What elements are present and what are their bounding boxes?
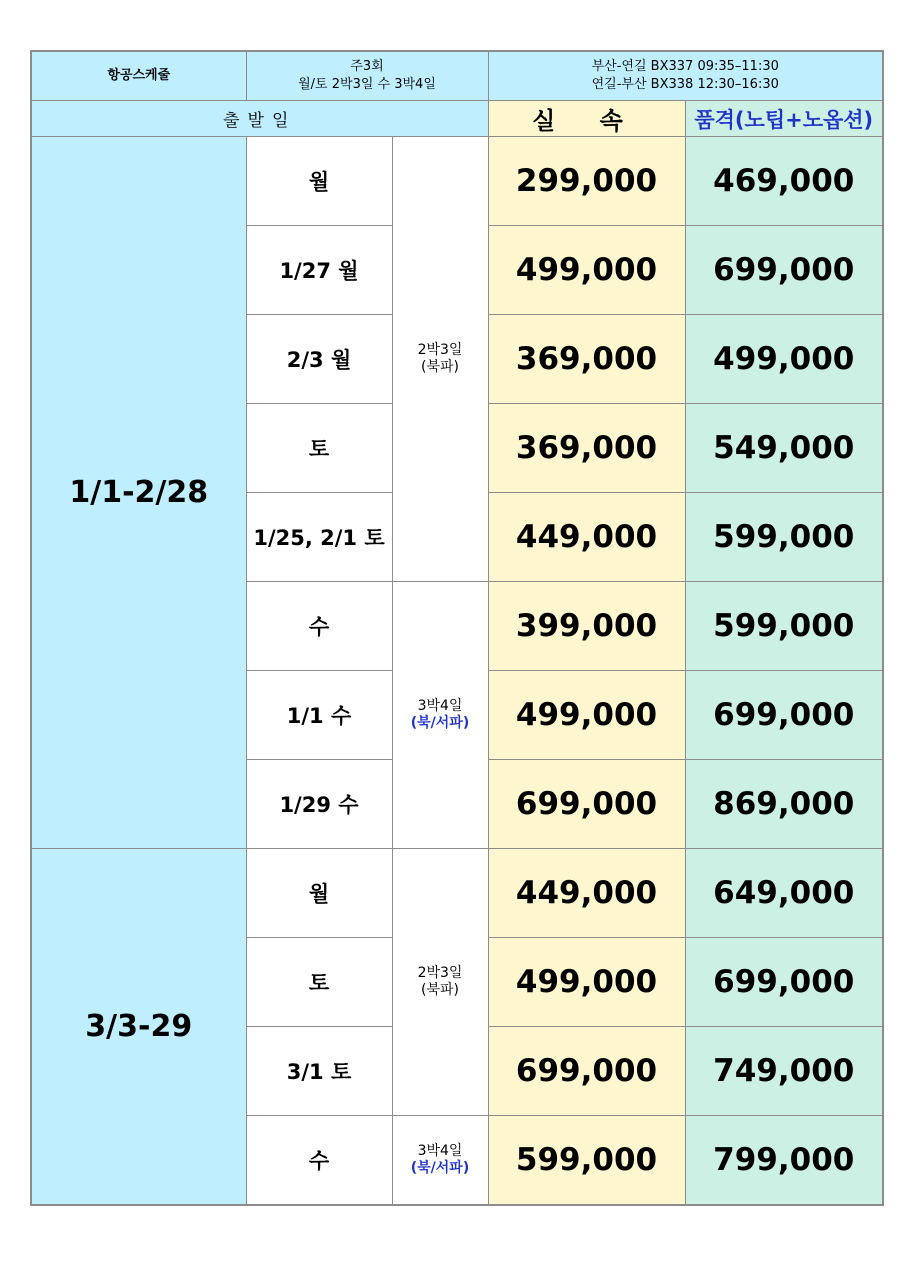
basic-price: 399,000 xyxy=(488,582,685,671)
premium-price: 649,000 xyxy=(685,849,883,938)
duration-route: (북파) xyxy=(421,982,459,998)
basic-price: 499,000 xyxy=(488,671,685,760)
departure-day: 토 xyxy=(246,938,392,1027)
premium-price: 749,000 xyxy=(685,1027,883,1116)
premium-price: 499,000 xyxy=(685,315,883,404)
tour-price-table xyxy=(30,50,884,1206)
frequency-text: 주3회 xyxy=(350,59,384,74)
departure-day: 수 xyxy=(246,582,392,671)
duration-route: (북/서파) xyxy=(410,715,470,731)
schedule-label: 항공스케줄 xyxy=(31,51,246,101)
premium-price: 699,000 xyxy=(685,938,883,1027)
premium-price: 599,000 xyxy=(685,493,883,582)
basic-price: 449,000 xyxy=(488,849,685,938)
flight-times-cell xyxy=(488,51,883,101)
basic-price: 699,000 xyxy=(488,760,685,849)
premium-price: 469,000 xyxy=(685,137,883,226)
frequency-detail: 월/토 2박3일 수 3박4일 xyxy=(298,77,436,92)
period-label: 3/3-29 xyxy=(31,849,246,1206)
premium-price: 699,000 xyxy=(685,671,883,760)
table-row xyxy=(31,137,883,226)
departure-day: 2/3 월 xyxy=(246,315,392,404)
departure-day: 1/1 수 xyxy=(246,671,392,760)
trip-duration xyxy=(392,137,488,582)
departure-date-header: 출발일 xyxy=(31,101,488,137)
premium-price: 599,000 xyxy=(685,582,883,671)
premium-price: 869,000 xyxy=(685,760,883,849)
premium-price: 799,000 xyxy=(685,1116,883,1206)
departure-day: 3/1 토 xyxy=(246,1027,392,1116)
departure-day: 토 xyxy=(246,404,392,493)
departure-day: 1/25, 2/1 토 xyxy=(246,493,392,582)
premium-price: 699,000 xyxy=(685,226,883,315)
basic-price: 699,000 xyxy=(488,1027,685,1116)
basic-price: 599,000 xyxy=(488,1116,685,1206)
table-row xyxy=(31,849,883,938)
flight-outbound: 부산-연길 BX337 09:35–11:30 xyxy=(591,59,779,74)
basic-price-header: 실 속 xyxy=(488,101,685,137)
basic-price: 499,000 xyxy=(488,226,685,315)
trip-duration xyxy=(392,849,488,1116)
duration-nights: 3박4일 xyxy=(417,1143,463,1159)
duration-nights: 2박3일 xyxy=(417,965,463,981)
duration-route: (북/서파) xyxy=(410,1160,470,1176)
basic-price: 299,000 xyxy=(488,137,685,226)
duration-nights: 2박3일 xyxy=(417,342,463,358)
departure-day: 월 xyxy=(246,137,392,226)
basic-price: 449,000 xyxy=(488,493,685,582)
basic-price: 369,000 xyxy=(488,315,685,404)
duration-route: (북파) xyxy=(421,359,459,375)
flight-inbound: 연길-부산 BX338 12:30–16:30 xyxy=(591,77,779,92)
frequency-cell xyxy=(246,51,488,101)
premium-price: 549,000 xyxy=(685,404,883,493)
departure-day: 1/29 수 xyxy=(246,760,392,849)
basic-price: 499,000 xyxy=(488,938,685,1027)
duration-nights: 3박4일 xyxy=(417,698,463,714)
departure-day: 월 xyxy=(246,849,392,938)
trip-duration xyxy=(392,582,488,849)
premium-price-header: 품격(노팁+노옵션) xyxy=(685,101,883,137)
departure-day: 수 xyxy=(246,1116,392,1206)
basic-price: 369,000 xyxy=(488,404,685,493)
column-header-row xyxy=(31,101,883,137)
flight-schedule-row xyxy=(31,51,883,101)
departure-day: 1/27 월 xyxy=(246,226,392,315)
period-label: 1/1-2/28 xyxy=(31,137,246,849)
trip-duration xyxy=(392,1116,488,1206)
